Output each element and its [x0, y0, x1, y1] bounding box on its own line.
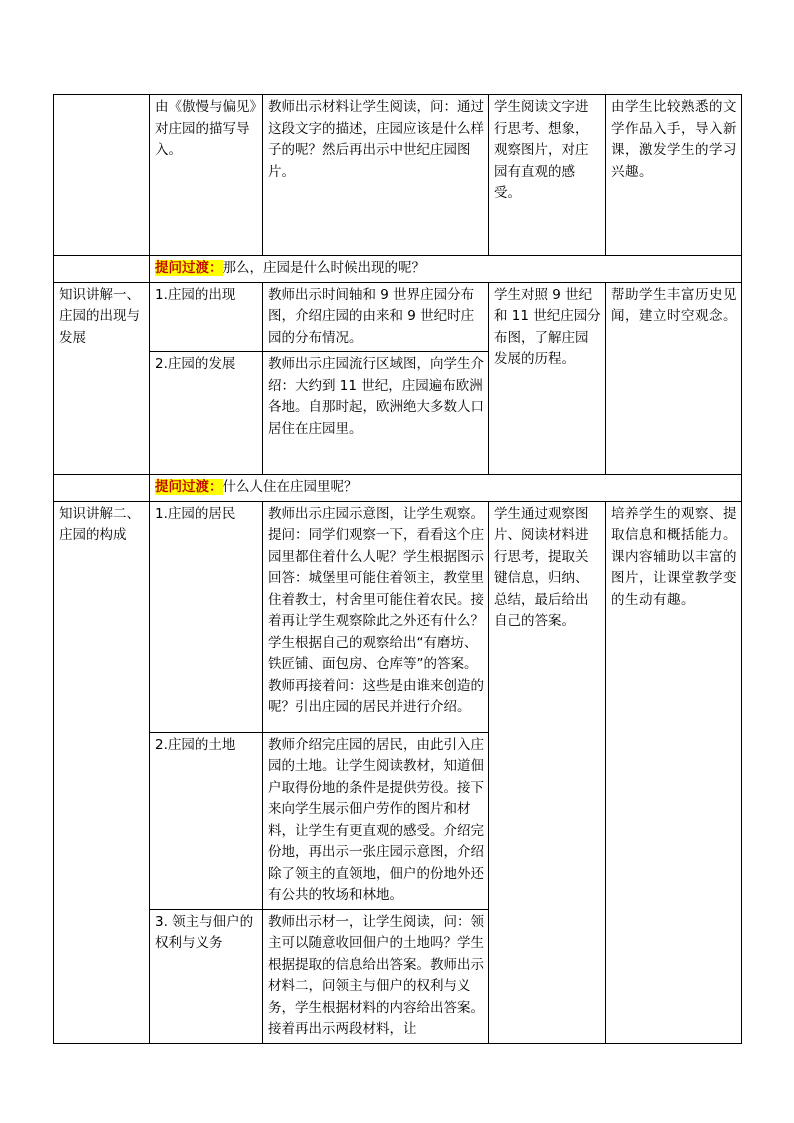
- section1-topic-2: 2.庄园的发展: [150, 352, 263, 475]
- section2-student-activity: 学生通过观察图片、阅读材料进行思考，提取关键信息，归纳、总结，最后给出自己的答案。: [489, 501, 606, 1043]
- section2-title: 知识讲解二、庄园的构成: [54, 501, 150, 1043]
- section1-row-1: [54, 282, 742, 352]
- transition-1: [150, 256, 742, 283]
- section2-teacher-2: 教师介绍完庄园的居民，由此引入庄园的土地。让学生阅读教材，知道佃户取得份地的条件是提供劳役。接下来向学生展示佃户劳作的图片和材料，让学生有更直观的感受。介绍完份地，再出示一张庄园示意图，介绍除了领主的直领地，佃户的份地外还有公共的牧场和林地。: [263, 732, 489, 909]
- section1-teacher-2: 教师出示庄园流行区域图，向学生介绍：大约到 11 世纪，庄园遍布欧洲各地。自那时起，欧洲绝大多数人口居住在庄园里。: [263, 352, 489, 475]
- section1-design-note: 帮助学生丰富历史见闻，建立时空观念。: [606, 282, 742, 475]
- section1-title: 知识讲解一、庄园的出现与发展: [54, 282, 150, 475]
- empty-cell: [54, 475, 150, 502]
- transition-label: 提问过渡：: [155, 260, 223, 276]
- transition-label: 提问过渡：: [155, 479, 223, 495]
- intro-student-activity: 学生阅读文字进行思考、想象，观察图片，对庄园有直观的感受。: [489, 95, 606, 256]
- intro-row: [54, 95, 742, 256]
- section2-topic-2: 2.庄园的土地: [150, 732, 263, 909]
- intro-teacher-activity: 教师出示材料让学生阅读，问：通过这段文字的描述，庄园应该是什么样子的呢？然后再出示中世纪庄园图片。: [263, 95, 489, 256]
- transition-row-1: [54, 256, 742, 283]
- section1-teacher-1: 教师出示时间轴和 9 世界庄园分布图，介绍庄园的由来和 9 世纪时庄园的分布情况。: [263, 282, 489, 352]
- transition-2: [150, 475, 742, 502]
- section1-student-activity: 学生对照 9 世纪和 11 世纪庄园分布图，了解庄园发展的历程。: [489, 282, 606, 475]
- intro-design-note: 由学生比较熟悉的文学作品入手，导入新课，激发学生的学习兴趣。: [606, 95, 742, 256]
- section2-topic-3: 3. 领主与佃户的权利与义务: [150, 909, 263, 1043]
- section2-teacher-1: 教师出示庄园示意图，让学生观察。提问：同学们观察一下，看看这个庄园里都住着什么人呢？学生根据图示回答：城堡里可能住着领主，教堂里住着教士，村舍里可能住着农民。接着再让学生观察除此之外还有什么？学生根据自己的观察给出“有磨坊、铁匠铺、面包房、仓库等”的答案。教师再接着问：这些是由谁来创造的呢？引出庄园的居民并进行介绍。: [263, 501, 489, 732]
- section2-design-note: 培养学生的观察、提取信息和概括能力。课内容辅助以丰富的图片，让课堂教学变的生动有趣。: [606, 501, 742, 1043]
- empty-cell: [54, 95, 150, 256]
- section2-row-1: [54, 501, 742, 732]
- empty-cell: [54, 256, 150, 283]
- transition-text: 什么人住在庄园里呢？: [222, 479, 358, 495]
- transition-row-2: [54, 475, 742, 502]
- section2-teacher-3: 教师出示材一，让学生阅读，问：领主可以随意收回佃户的土地吗？学生根据提取的信息给出答案。教师出示材料二，问领主与佃户的权利与义务，学生根据材料的内容给出答案。接着再出示两段材料，让: [263, 909, 489, 1043]
- section1-topic-1: 1.庄园的出现: [150, 282, 263, 352]
- lesson-plan-table: [53, 94, 742, 1044]
- section2-topic-1: 1.庄园的居民: [150, 501, 263, 732]
- transition-text: 那么，庄园是什么时候出现的呢？: [222, 260, 425, 276]
- intro-segment: 由《傲慢与偏见》对庄园的描写导入。: [150, 95, 263, 256]
